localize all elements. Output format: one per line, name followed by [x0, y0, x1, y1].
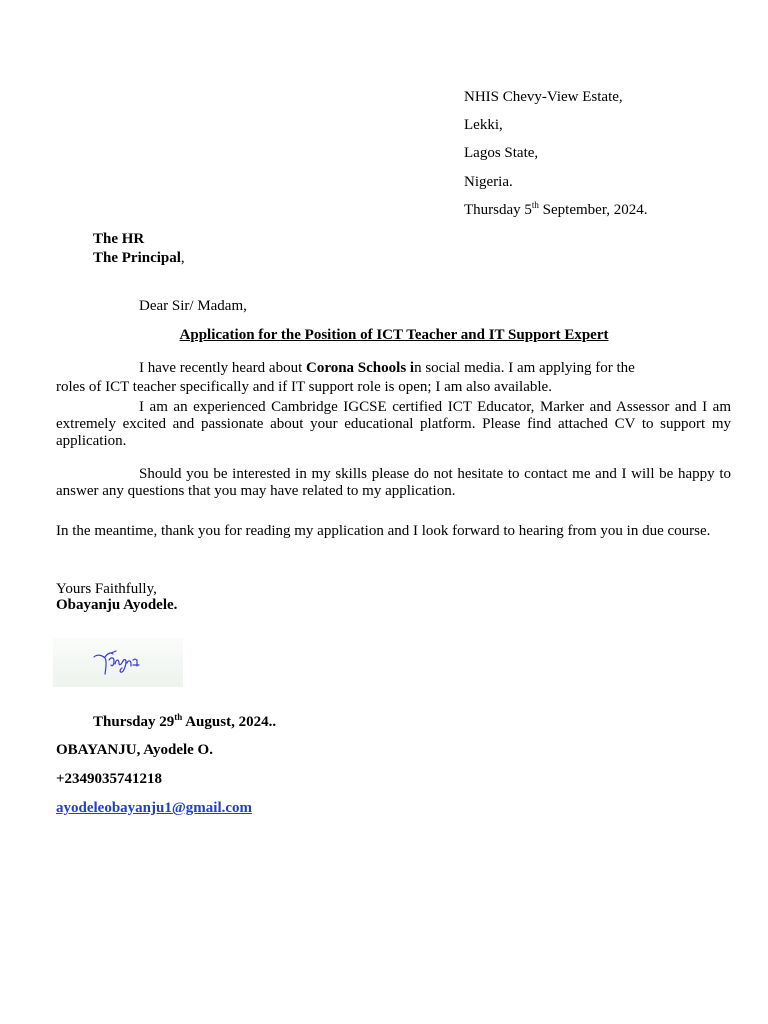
footer-full-name: OBAYANJU, Ayodele O. [56, 742, 213, 758]
recipient-title: The Principal [93, 250, 181, 266]
recipient-comma: , [180, 250, 185, 266]
p1-text-a: I have recently heard about [139, 360, 306, 376]
signatory-name: Obayanju Ayodele. [56, 597, 178, 613]
handwritten-signature-icon [53, 638, 183, 687]
subject-line: Application for the Position of ICT Teacher and IT Support Expert [179, 327, 609, 343]
body-paragraph-4: In the meantime, thank you for reading my application and I look forward to hearing from you in due course. [56, 523, 711, 539]
footer-date-day: Thursday 29 [93, 714, 175, 730]
address-line-2: Lekki, [464, 117, 503, 133]
recipient-line-2 [93, 250, 185, 267]
letter-date-rest: September, 2024. [538, 202, 648, 218]
body-paragraph-1-line-2: roles of ICT teacher specifically and if IT support role is open; I am also available. [56, 379, 552, 395]
letter-date-suffix: th [531, 200, 539, 210]
footer-email-link[interactable]: ayodeleobayanju1@gmail.com [56, 800, 253, 816]
letter-date [464, 202, 647, 219]
recipient-line-1: The HR [93, 231, 145, 247]
footer-date-suffix: th [174, 712, 183, 722]
body-paragraph-2 [56, 399, 731, 450]
p2-text: I am an experienced Cambridge IGCSE certified ICT Educator, Marker and Assessor and I am extremely excited and passionate about your educational platform. Please find attached CV to support my application. [56, 399, 731, 449]
footer-date-rest: August, 2024.. [182, 714, 277, 730]
address-line-1: NHIS Chevy-View Estate, [464, 89, 623, 105]
address-line-3: Lagos State, [464, 145, 539, 161]
p1-text-b: n social media. I am applying for the [414, 360, 635, 376]
footer-date [93, 714, 276, 731]
valediction: Yours Faithfully, [56, 581, 157, 597]
footer-phone: +2349035741218 [56, 771, 163, 787]
body-paragraph-3 [56, 466, 731, 500]
school-name: Corona Schools i [306, 360, 415, 376]
letter-date-day: Thursday 5 [464, 202, 532, 218]
address-line-4: Nigeria. [464, 174, 513, 190]
signature-image [53, 638, 183, 687]
salutation: Dear Sir/ Madam, [139, 298, 247, 314]
body-paragraph-1-line-1 [139, 360, 635, 377]
p3-text: Should you be interested in my skills please do not hesitate to contact me and I will be happy to answer any questions that you may have related to my application. [56, 466, 731, 499]
